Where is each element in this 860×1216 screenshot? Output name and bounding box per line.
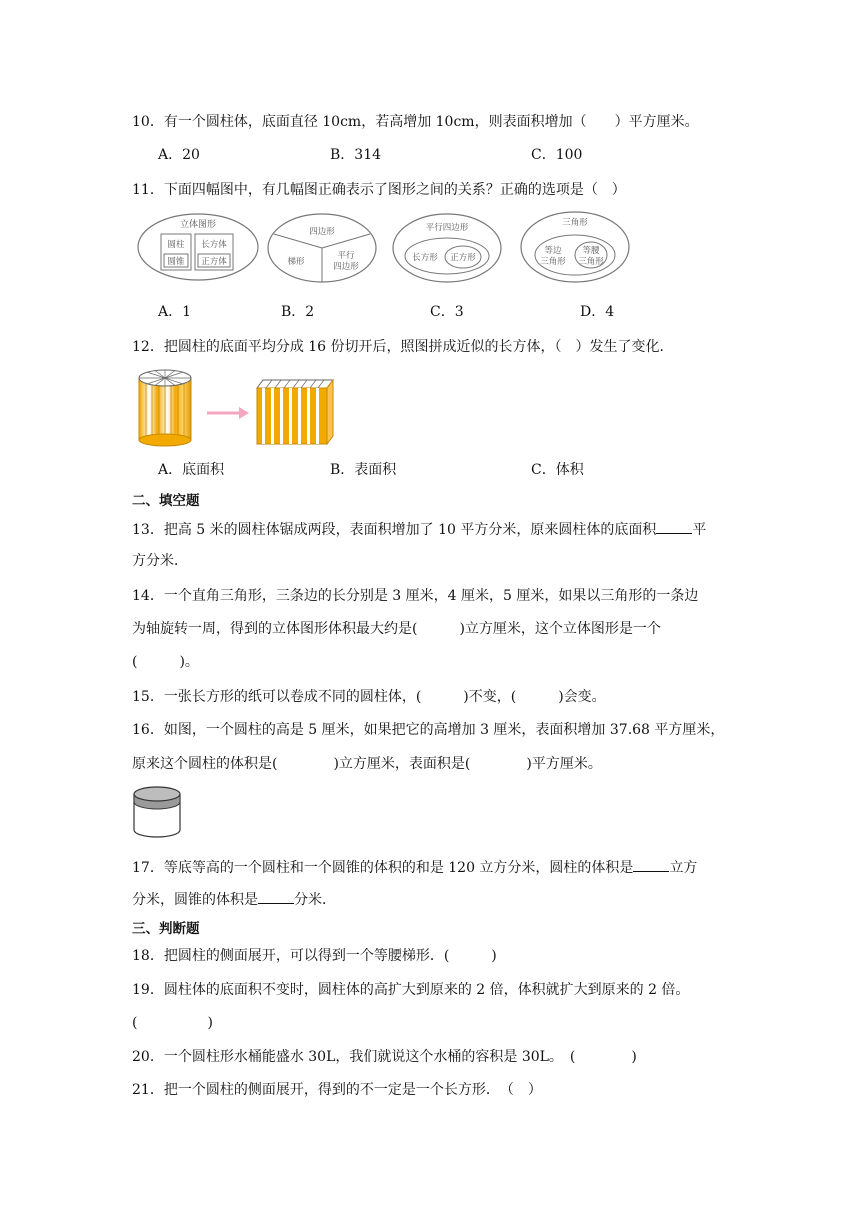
venn3-outer-label: 平行四边形 — [425, 223, 469, 233]
question-13-line-2: 方分米． — [132, 553, 188, 569]
question-19-line-2: ( ) — [132, 1015, 213, 1031]
venn1-cell-3: 圆锥 — [167, 257, 185, 267]
venn-diagram-4 — [519, 210, 631, 284]
venn1-outer-label: 立体图形 — [179, 220, 217, 230]
q11-option-d: D．4 — [580, 304, 615, 320]
question-11: 11．下面四幅图中，有几幅图正确表示了图形之间的关系？正确的选项是（ ） — [132, 182, 626, 198]
question-16-line-2: 原来这个圆柱的体积是( )立方厘米，表面积是( )平方厘米。 — [132, 756, 602, 772]
question-17-line-2: 分米，圆锥的体积是 分米． — [132, 889, 336, 910]
q12-option-a: A．底面积 — [158, 462, 225, 478]
question-14-line-1: 14．一个直角三角形，三条边的长分别是 3 厘米，4 厘米，5 厘米，如果以三角形的一条边 — [132, 588, 699, 604]
venn2-cell-4: 四边形 — [333, 262, 359, 272]
q10-option-b: B．314 — [330, 147, 382, 163]
q10-option-c: C．100 — [531, 147, 583, 163]
venn4-inner-2b: 三角形 — [578, 257, 604, 267]
venn-diagram-1 — [136, 212, 260, 282]
q10-option-a: A．20 — [158, 147, 200, 163]
question-20: 20．一个圆柱形水桶能盛水 30L，我们就说这个水桶的容积是 30L。 ( ) — [132, 1049, 637, 1065]
venn2-cell-3: 平行 — [337, 251, 355, 261]
q11-option-c: C．3 — [430, 304, 464, 320]
question-17-line-1: 17．等底等高的一个圆柱和一个圆锥的体积的和是 120 立方分米，圆柱的体积是 立方 — [132, 857, 697, 878]
venn3-inner-1: 长方形 — [412, 253, 438, 263]
venn4-inner-1a: 等边 — [544, 246, 562, 256]
question-14-line-3: ( )。 — [132, 654, 199, 670]
q17-blank-1 — [633, 857, 669, 872]
section-title-true-false: 三、判断题 — [132, 921, 200, 937]
venn1-cell-2: 长方体 — [201, 240, 227, 250]
venn1-cell-1: 圆柱 — [167, 240, 185, 250]
question-19-line-1: 19．圆柱体的底面积不变时，圆柱体的高扩大到原来的 2 倍，体积就扩大到原来的 2 倍。 — [132, 982, 690, 998]
venn2-cell-2: 梯形 — [287, 257, 305, 267]
q11-option-b: B．2 — [281, 304, 315, 320]
cylinder-figure — [132, 784, 182, 840]
venn1-cell-4: 正方体 — [201, 257, 227, 267]
question-21: 21．把一个圆柱的侧面展开，得到的不一定是一个长方形． （ ） — [132, 1082, 542, 1098]
q11-option-a: A．1 — [158, 304, 192, 320]
venn2-cell-1: 四边形 — [309, 227, 335, 237]
question-10: 10．有一个圆柱体，底面直径 10cm，若高增加 10cm，则表面积增加（ ）平方厘米。 — [132, 114, 699, 130]
question-12: 12．把圆柱的底面平均分成 16 份切开后，照图拼成近似的长方体，（ ）发生了变化． — [132, 339, 674, 355]
question-18: 18．把圆柱的侧面展开，可以得到一个等腰梯形．( ) — [132, 948, 497, 964]
question-14-line-2: 为轴旋转一周，得到的立体图形体积最大约是( )立方厘米，这个立体图形是一个 — [132, 621, 661, 637]
section-title-fill-in: 二、填空题 — [132, 493, 200, 509]
venn4-inner-1b: 三角形 — [540, 257, 566, 267]
venn3-inner-2: 正方形 — [450, 253, 476, 263]
q17-blank-2 — [258, 889, 294, 904]
question-15: 15．一张长方形的纸可以卷成不同的圆柱体，( )不变，( )会变。 — [132, 689, 606, 705]
venn-diagram-3 — [391, 212, 503, 284]
venn4-inner-2a: 等腰 — [582, 246, 600, 256]
q12-option-b: B．表面积 — [330, 462, 397, 478]
question-16-line-1: 16．如图，一个圆柱的高是 5 厘米，如果把它的高增加 3 厘米，表面积增加 37.68 平方厘米， — [132, 722, 725, 738]
q13-blank — [656, 519, 692, 534]
q12-option-c: C．体积 — [531, 462, 584, 478]
cylinder-to-cuboid-figure — [135, 366, 335, 448]
venn4-outer-label: 三角形 — [562, 218, 588, 228]
venn-diagram-2 — [266, 212, 378, 284]
question-13-line-1: 13．把高 5 米的圆柱体锯成两段，表面积增加了 10 平方分米，原来圆柱体的底面积 平 — [132, 519, 706, 540]
